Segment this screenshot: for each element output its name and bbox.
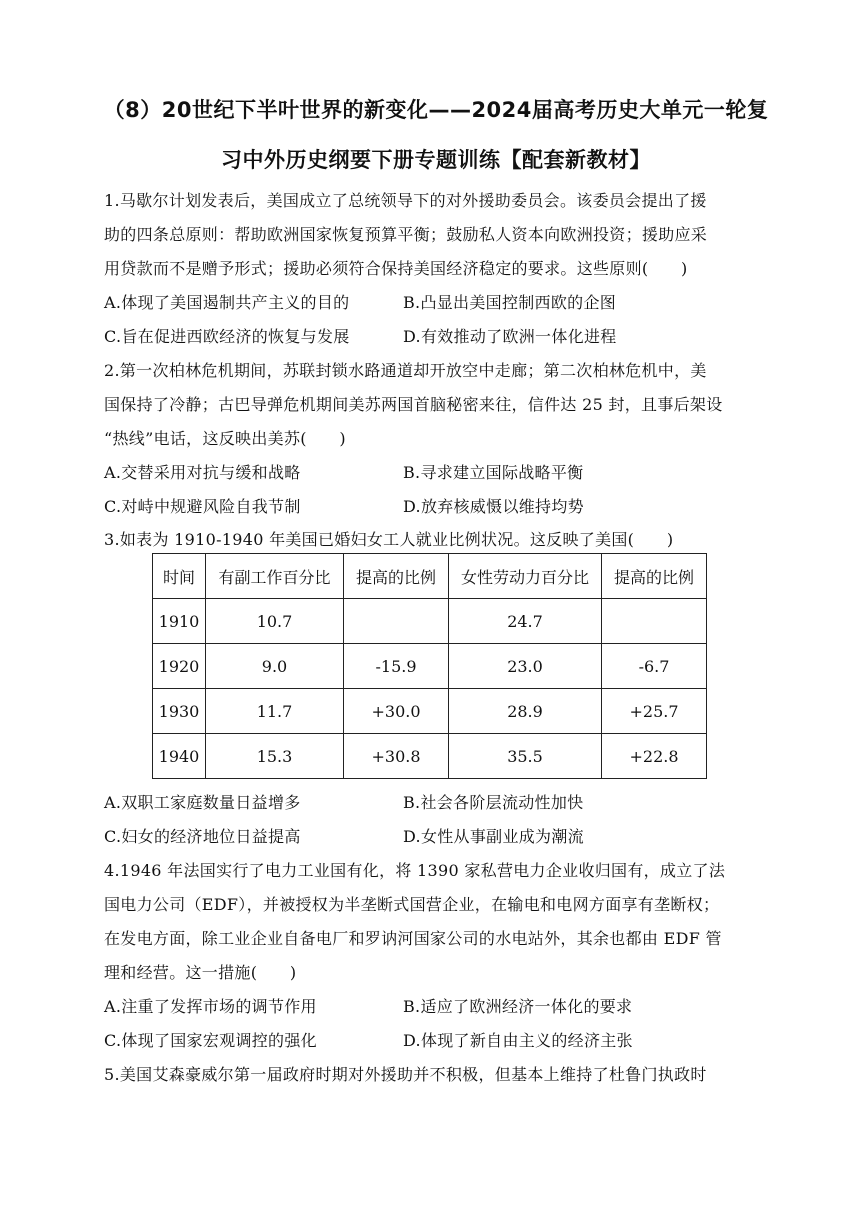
table-cell: +30.8: [344, 734, 449, 779]
question-1-text-line-2: 助的四条总原则：帮助欧洲国家恢复预算平衡；鼓励私人资本向欧洲投资；援助应采: [104, 225, 708, 244]
question-1-option-c[interactable]: C.旨在促进西欧经济的恢复与发展: [104, 327, 350, 346]
employment-table: [152, 553, 707, 779]
question-2-option-b[interactable]: B.寻求建立国际战略平衡: [403, 463, 584, 482]
table-header-cell: 提高的比例: [602, 554, 707, 599]
table-header-cell: 有副工作百分比: [206, 554, 344, 599]
table-cell: [344, 599, 449, 644]
table-cell: -15.9: [344, 644, 449, 689]
question-3-option-b[interactable]: B.社会各阶层流动性加快: [403, 793, 584, 812]
table-cell: 24.7: [449, 599, 602, 644]
question-2-option-d[interactable]: D.放弃核威慑以维持均势: [403, 497, 584, 516]
question-4-option-a[interactable]: A.注重了发挥市场的调节作用: [104, 997, 317, 1016]
table-cell: +25.7: [602, 689, 707, 734]
table-cell: +22.8: [602, 734, 707, 779]
table-cell: [602, 599, 707, 644]
question-1-option-d[interactable]: D.有效推动了欧洲一体化进程: [403, 327, 617, 346]
table-row: [153, 734, 707, 779]
question-1-text-line-1: 1.马歇尔计划发表后，美国成立了总统领导下的对外援助委员会。该委员会提出了援: [104, 191, 707, 210]
question-2-text-line-1: 2.第一次柏林危机期间，苏联封锁水路通道却开放空中走廊；第二次柏林危机中，美: [104, 361, 707, 380]
question-2-text-line-2: 国保持了冷静；古巴导弹危机期间美苏两国首脑秘密来往，信件达 25 封，且事后架设: [104, 395, 723, 414]
table-cell: +30.0: [344, 689, 449, 734]
table-cell: 9.0: [206, 644, 344, 689]
document-title-line-2: 习中外历史纲要下册专题训练【配套新教材】: [221, 148, 651, 172]
table-cell: 28.9: [449, 689, 602, 734]
table-row: [153, 689, 707, 734]
table-cell: 35.5: [449, 734, 602, 779]
question-3-text-line-1: 3.如表为 1910-1940 年美国已婚妇女工人就业比例状况。这反映了美国( ): [104, 530, 674, 549]
question-1-option-b[interactable]: B.凸显出美国控制西欧的企图: [403, 293, 617, 312]
question-1-option-a[interactable]: A.体现了美国遏制共产主义的目的: [104, 293, 350, 312]
question-3-option-c[interactable]: C.妇女的经济地位日益提高: [104, 827, 301, 846]
table-cell: 1910: [153, 599, 206, 644]
table-row: [153, 599, 707, 644]
question-4-text-line-4: 理和经营。这一措施( ): [104, 963, 297, 982]
table-header-cell: 提高的比例: [344, 554, 449, 599]
question-4-option-b[interactable]: B.适应了欧洲经济一体化的要求: [403, 997, 633, 1016]
table-cell: -6.7: [602, 644, 707, 689]
table-header-cell: 女性劳动力百分比: [449, 554, 602, 599]
table-cell: 1940: [153, 734, 206, 779]
table-header-cell: 时间: [153, 554, 206, 599]
question-3-option-d[interactable]: D.女性从事副业成为潮流: [403, 827, 584, 846]
table-cell: 10.7: [206, 599, 344, 644]
question-2-option-a[interactable]: A.交替采用对抗与缓和战略: [104, 463, 301, 482]
question-4-option-d[interactable]: D.体现了新自由主义的经济主张: [403, 1031, 633, 1050]
question-5-text-line-1: 5.美国艾森豪威尔第一届政府时期对外援助并不积极，但基本上维持了杜鲁门执政时: [104, 1065, 707, 1084]
question-4-text-line-3: 在发电方面，除工业企业自备电厂和罗讷河国家公司的水电站外，其余也都由 EDF 管: [104, 929, 722, 948]
table-cell: 23.0: [449, 644, 602, 689]
question-4-text-line-1: 4.1946 年法国实行了电力工业国有化，将 1390 家私营电力企业收归国有，成立了法: [104, 861, 726, 880]
document-title-line-1: （8）20世纪下半叶世界的新变化——2024届高考历史大单元一轮复: [103, 98, 769, 122]
question-3-option-a[interactable]: A.双职工家庭数量日益增多: [104, 793, 301, 812]
question-2-option-c[interactable]: C.对峙中规避风险自我节制: [104, 497, 301, 516]
table-row: [153, 644, 707, 689]
question-4-option-c[interactable]: C.体现了国家宏观调控的强化: [104, 1031, 317, 1050]
table-header-row: [153, 554, 707, 599]
question-1-text-line-3: 用贷款而不是赠予形式；援助必须符合保持美国经济稳定的要求。这些原则( ): [104, 259, 688, 278]
table-cell: 11.7: [206, 689, 344, 734]
table-cell: 1930: [153, 689, 206, 734]
table-cell: 15.3: [206, 734, 344, 779]
table-cell: 1920: [153, 644, 206, 689]
question-4-text-line-2: 国电力公司（EDF），并被授权为半垄断式国营企业，在输电和电网方面享有垄断权；: [104, 895, 720, 914]
question-2-text-line-3: “热线”电话，这反映出美苏( ): [104, 429, 346, 448]
